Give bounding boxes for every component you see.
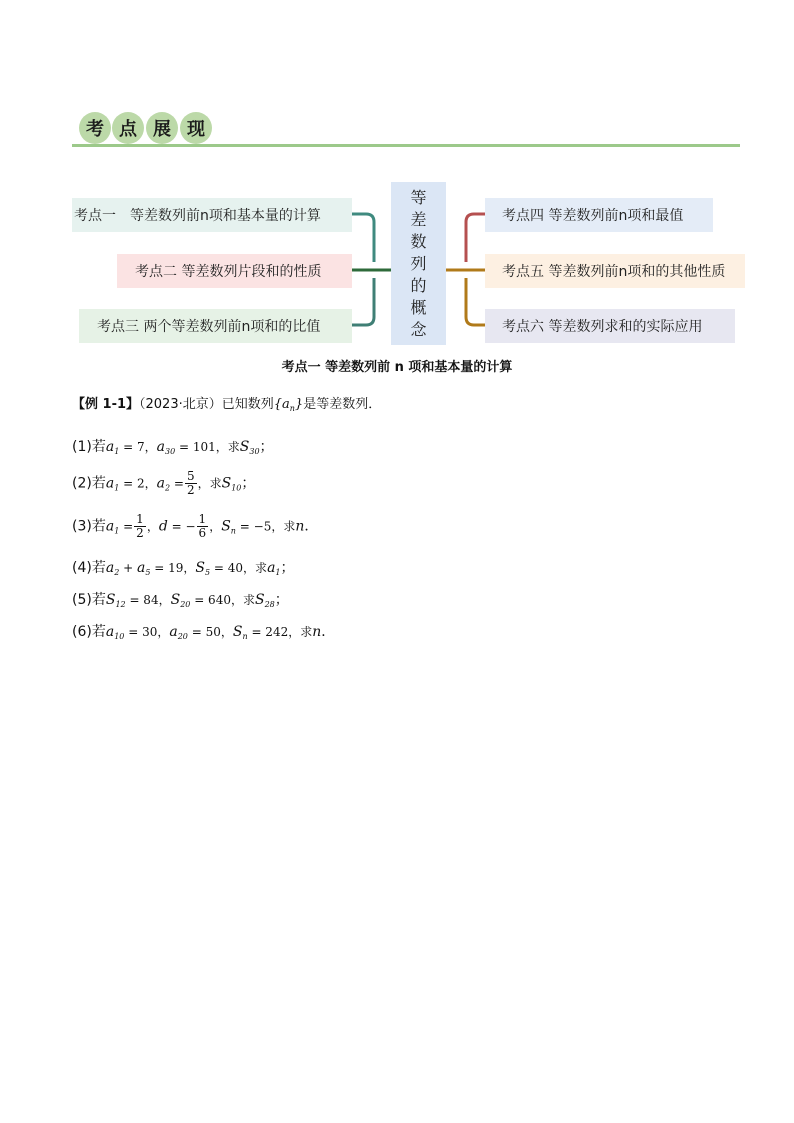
- example-stem: [72, 393, 381, 413]
- math-text: = −: [167, 519, 196, 534]
- math-sub: 20: [177, 632, 188, 641]
- example-tag: 【例 1-1】: [72, 397, 140, 412]
- math-text: = 40，求: [210, 561, 268, 575]
- example-source: （2023·北京）已知数列: [139, 397, 274, 412]
- math-text: = 2，: [119, 476, 157, 491]
- topic-4-box: [485, 198, 713, 232]
- math-var: n: [295, 518, 305, 535]
- center-char: 念: [410, 319, 427, 339]
- header-char-3: 展: [146, 112, 178, 144]
- math-text: = 50，: [187, 625, 233, 639]
- math-text: = 640，求: [190, 593, 255, 607]
- math-var: S: [105, 592, 116, 608]
- math-var: S: [232, 624, 243, 640]
- topic-2-box: [117, 254, 352, 288]
- math-text: ；: [259, 439, 274, 455]
- problem-4: [72, 557, 295, 577]
- seq-open: {a: [273, 397, 290, 412]
- connector-left-1: [352, 214, 374, 262]
- topic-5-box: [485, 254, 745, 288]
- math-sub: 28: [264, 600, 275, 609]
- header-char-2: 点: [112, 112, 144, 144]
- connector-right-1: [466, 214, 485, 262]
- math-sub: 5: [205, 568, 211, 577]
- math-sub: 2: [114, 568, 120, 577]
- math-sub: n: [242, 632, 248, 641]
- math-text: ，求: [197, 476, 222, 491]
- math-text: ，: [209, 519, 222, 534]
- math-text: = 7，: [119, 440, 157, 454]
- problem-number: (5)若: [72, 592, 106, 608]
- math-var: d: [158, 518, 168, 535]
- math-var: S: [221, 475, 232, 492]
- math-sub: 1: [114, 483, 120, 493]
- fraction: [134, 513, 146, 540]
- topic-1-label: 考点一 等差数列前n项和基本量的计算: [74, 208, 321, 224]
- math-text: ．: [304, 518, 319, 535]
- math-text: ；: [280, 560, 295, 576]
- math-text: ，: [146, 519, 159, 534]
- seq-close: }: [294, 397, 304, 412]
- math-sub: 12: [115, 600, 126, 609]
- center-char: 差: [410, 209, 427, 229]
- math-text: =: [119, 519, 134, 534]
- math-var: a: [156, 439, 165, 455]
- topic-6-box: [485, 309, 735, 343]
- center-char: 数: [410, 231, 427, 251]
- math-sub: 5: [145, 568, 151, 577]
- seq-sub: n: [289, 404, 295, 413]
- math-sub: 30: [164, 447, 176, 456]
- problem-3: [72, 513, 318, 540]
- math-var: S: [221, 518, 231, 535]
- math-var: a: [136, 560, 146, 576]
- problem-5: [72, 589, 289, 609]
- fraction-denominator: 2: [136, 526, 144, 540]
- fraction: [197, 513, 209, 540]
- topic-3-label: 考点三 两个等差数列前n项和的比值: [97, 319, 321, 335]
- connector-right-3: [466, 278, 485, 325]
- math-var: S: [239, 439, 250, 455]
- math-sub: 1: [114, 526, 120, 536]
- problem-1: [72, 436, 274, 456]
- problem-number: (3)若: [72, 518, 106, 535]
- mindmap-center: [391, 182, 446, 345]
- problem-number: (6)若: [72, 624, 106, 640]
- center-char: 等: [410, 187, 427, 207]
- center-char: 的: [410, 275, 427, 295]
- fraction-numerator: 1: [198, 512, 207, 526]
- topic-4-label: 考点四 等差数列前n项和最值: [502, 208, 684, 224]
- math-text: = 30，: [124, 625, 170, 639]
- math-var: n: [312, 624, 322, 640]
- math-text: = 19，: [150, 561, 196, 575]
- fraction: [185, 470, 197, 497]
- section-title: 考点一 等差数列前 n 项和基本量的计算: [281, 360, 513, 375]
- problem-number: (1)若: [72, 439, 106, 455]
- problem-2: [72, 470, 255, 497]
- topic-3-box: [79, 309, 352, 343]
- math-var: S: [254, 592, 265, 608]
- fraction-numerator: 5: [186, 469, 195, 483]
- math-text: ；: [241, 475, 256, 492]
- center-char: 概: [410, 297, 427, 317]
- connector-left-3: [352, 278, 374, 325]
- fraction-denominator: 2: [186, 483, 195, 497]
- math-text: ；: [274, 592, 289, 608]
- math-var: a: [169, 624, 178, 640]
- math-text: = 101，求: [175, 440, 240, 454]
- header-char-4: 现: [180, 112, 212, 144]
- math-sub: 10: [231, 483, 242, 493]
- math-var: S: [170, 592, 181, 608]
- math-var: a: [105, 624, 115, 640]
- topic-6-label: 考点六 等差数列求和的实际应用: [502, 319, 703, 335]
- math-var: a: [105, 475, 115, 492]
- problem-6: [72, 621, 335, 641]
- math-text: = −5，求: [235, 519, 296, 534]
- topic-2-label: 考点二 等差数列片段和的性质: [135, 264, 322, 280]
- math-text: ．: [321, 624, 336, 640]
- problem-number: (2)若: [72, 475, 106, 492]
- math-sub: 20: [180, 600, 191, 609]
- math-sub: 30: [249, 447, 260, 456]
- math-text: +: [119, 561, 137, 575]
- example-tail: 是等差数列．: [303, 397, 382, 412]
- math-sub: 1: [275, 568, 281, 577]
- problem-number: (4)若: [72, 560, 106, 576]
- fraction-numerator: 1: [136, 512, 144, 526]
- math-var: a: [105, 518, 115, 535]
- math-var: a: [105, 439, 115, 455]
- math-sub: 1: [114, 447, 120, 456]
- math-sub: 10: [114, 632, 125, 641]
- math-var: a: [105, 560, 115, 576]
- topic-5-label: 考点五 等差数列前n项和的其他性质: [502, 264, 726, 280]
- center-char: 列: [410, 253, 427, 273]
- math-var: a: [156, 475, 165, 492]
- math-sub: n: [230, 526, 236, 536]
- topic-1-box: [72, 198, 352, 232]
- fraction-denominator: 6: [198, 526, 207, 540]
- math-sub: 2: [164, 483, 171, 493]
- math-text: = 242，求: [247, 625, 313, 639]
- math-text: =: [170, 476, 184, 491]
- math-text: = 84，: [125, 593, 171, 607]
- header-char-1: 考: [79, 112, 111, 144]
- math-var: S: [195, 560, 205, 576]
- math-var: a: [267, 560, 276, 576]
